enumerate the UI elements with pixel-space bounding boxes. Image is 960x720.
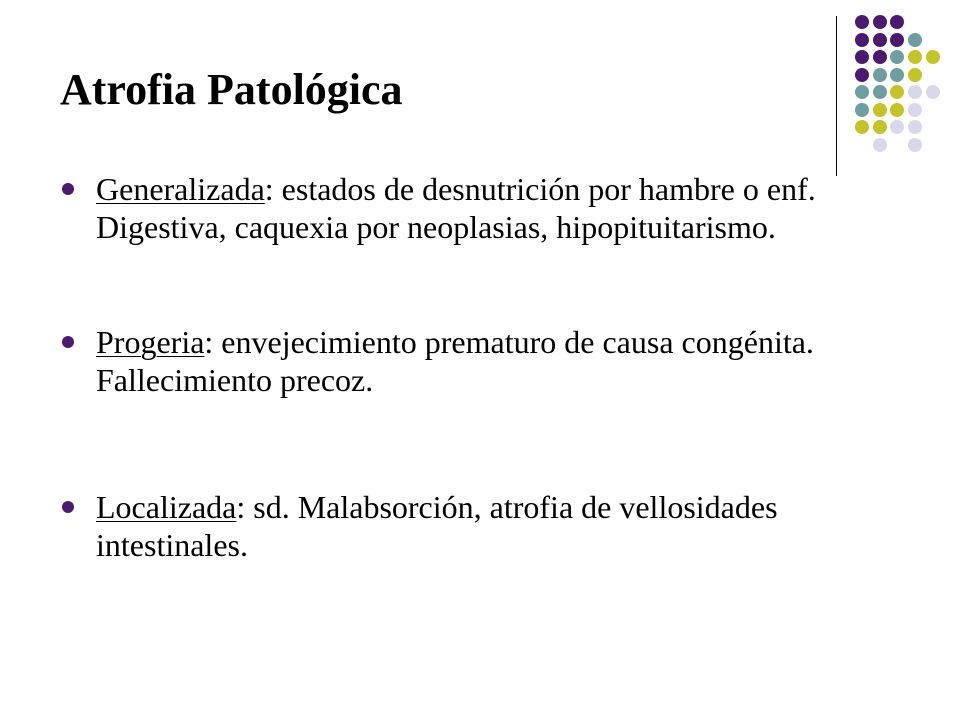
bullet-term: Generalizada bbox=[96, 171, 265, 207]
bullet-body: : estados de desnutrición por hambre o enf. Digestiva, caquexia por neoplasias, hipopituitarismo. bbox=[96, 171, 816, 245]
bullet-text bbox=[96, 323, 886, 399]
bullet-dot-icon bbox=[62, 501, 74, 513]
slide-title: Atrofia Patológica bbox=[60, 65, 403, 114]
bullet-text bbox=[96, 488, 886, 564]
bullet-dot-icon bbox=[62, 183, 74, 195]
bullet-term: Localizada bbox=[96, 489, 237, 525]
bullet-dot-icon bbox=[62, 336, 74, 348]
bullet-body: : envejecimiento prematuro de causa congénita. Fallecimiento precoz. bbox=[96, 324, 814, 398]
bullet-body: : sd. Malabsorción, atrofia de vellosidades intestinales. bbox=[96, 489, 778, 563]
bullet-text bbox=[96, 170, 886, 246]
bullet-term: Progeria bbox=[96, 324, 205, 360]
